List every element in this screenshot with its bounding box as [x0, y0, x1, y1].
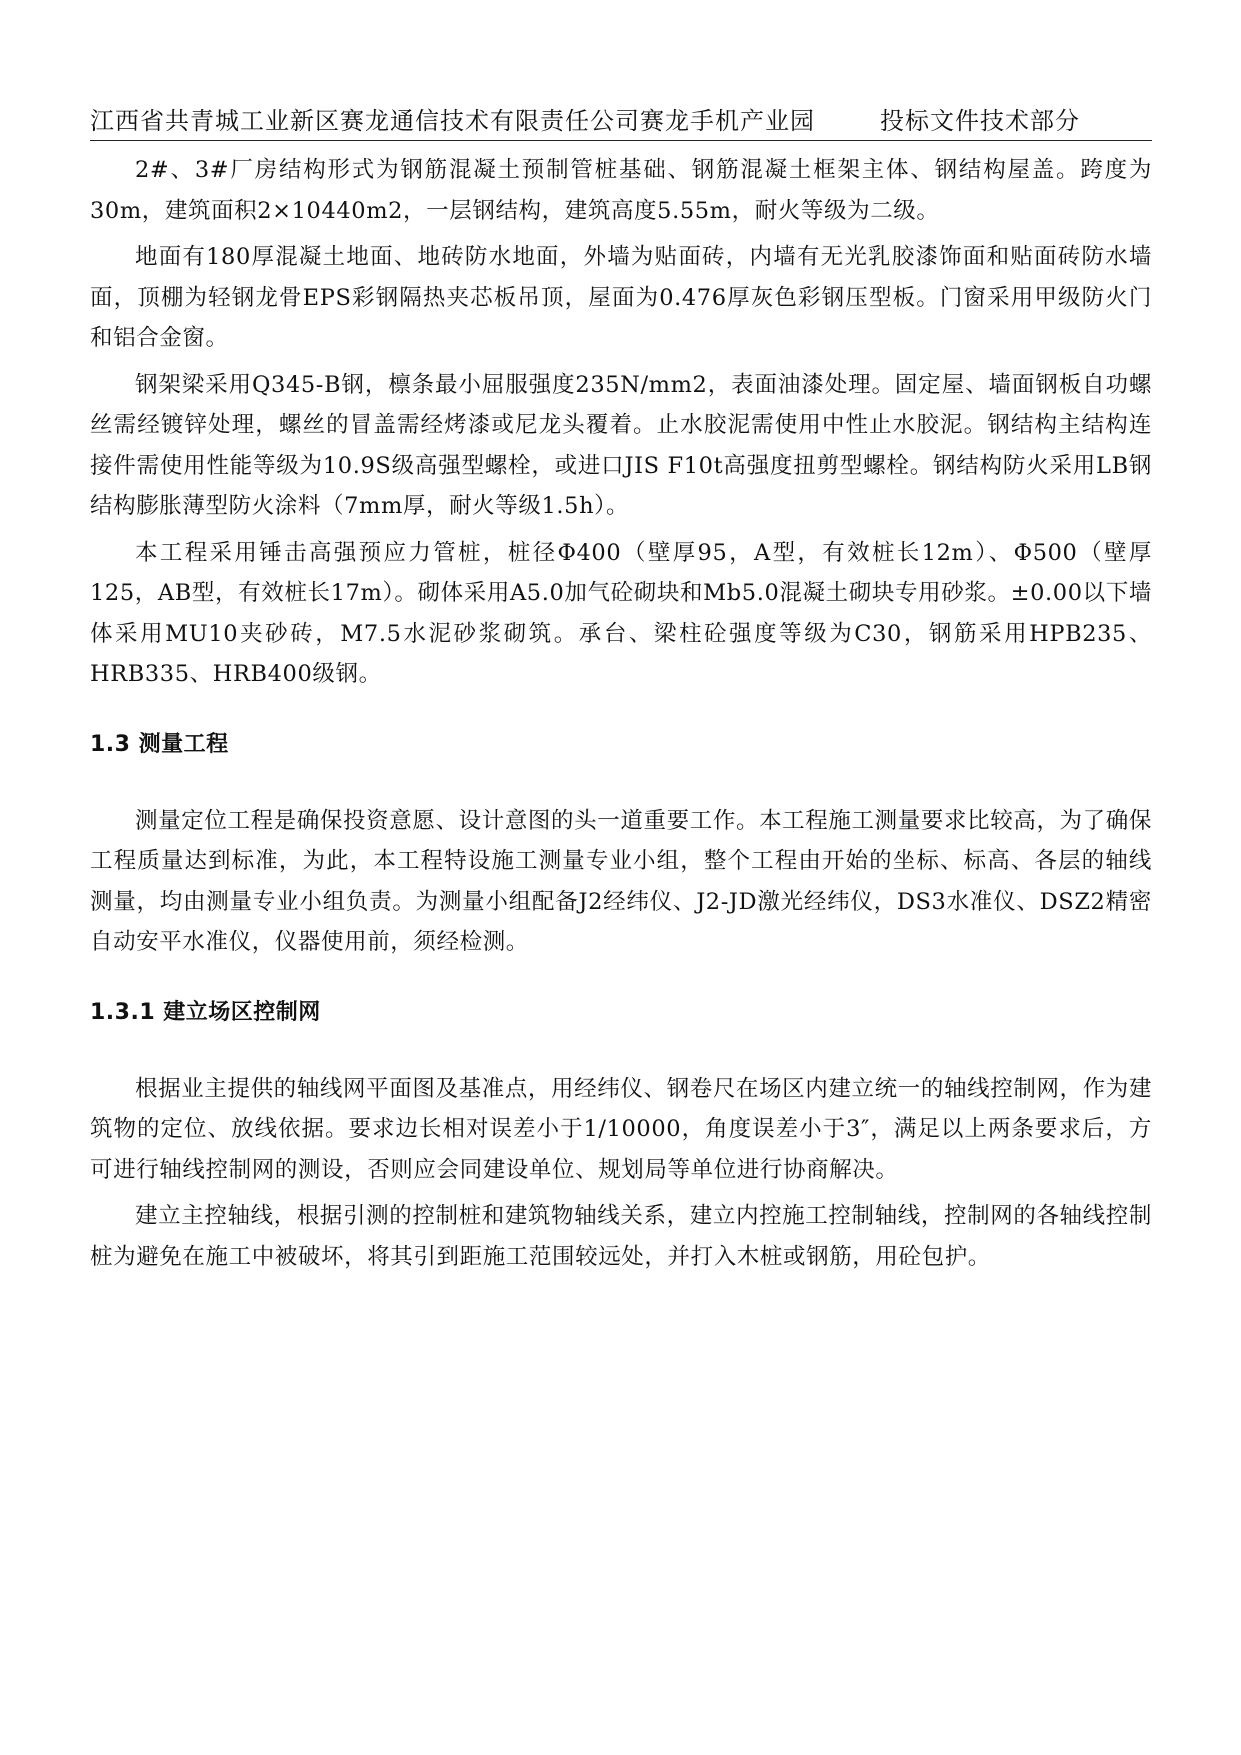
- paragraph-survey: 测量定位工程是确保投资意愿、设计意图的头一道重要工作。本工程施工测量要求比较高，为了确保工程质量达到标准，为此，本工程特设施工测量专业小组，整个工程由开始的坐标、标高、各层的轴线测量，均由测量专业小组负责。为测量小组配备J2经纬仪、J2-JD激光经纬仪，DS3水准仪、DSZ2精密自动安平水准仪，仪器使用前，须经检测。: [90, 807, 1152, 955]
- header-document-section: 投标文件技术部分: [880, 107, 1080, 135]
- document-body: [90, 150, 1152, 1277]
- paragraph-structure: 2#、3#厂房结构形式为钢筋混凝土预制管桩基础、钢筋混凝土框架主体、钢结构屋盖。跨度为30m，建筑面积2×10440m2，一层钢结构，建筑高度5.55m，耐火等级为二级。: [90, 157, 1152, 224]
- paragraph-steel: 钢架梁采用Q345-B钢，檩条最小屈服强度235N/mm2，表面油漆处理。固定屋、墙面钢板自功螺丝需经镀锌处理，螺丝的冒盖需经烤漆或尼龙头覆着。止水胶泥需使用中性止水胶泥。钢结构主结构连接件需使用性能等级为10.9S级高强型螺栓，或进口JIS F10t高强度扭剪型螺栓。钢结构防火采用LB钢结构膨胀薄型防火涂料（7mm厚，耐火等级1.5h）。: [90, 371, 1152, 519]
- page-header: [90, 104, 1152, 141]
- header-project-title: 江西省共青城工业新区赛龙通信技术有限责任公司赛龙手机产业园: [90, 107, 815, 135]
- section-heading-1-3-1: 1.3.1 建立场区控制网: [90, 999, 321, 1025]
- paragraph-piles: 本工程采用锤击高强预应力管桩，桩径Φ400（壁厚95，A型，有效桩长12m）、Φ500（壁厚125，AB型，有效桩长17m）。砌体采用A5.0加气砼砌块和Mb5.0混凝土砌块专用砂浆。±0.00以下墙体采用MU10夹砂砖，M7.5水泥砂浆砌筑。承台、梁柱砼强度等级为C30，钢筋采用HPB235、HRB335、HRB400级钢。: [90, 539, 1152, 687]
- paragraph-finishes: 地面有180厚混凝土地面、地砖防水地面，外墙为贴面砖，内墙有无光乳胶漆饰面和贴面砖防水墙面，顶棚为轻钢龙骨EPS彩钢隔热夹芯板吊顶，屋面为0.476厚灰色彩钢压型板。门窗采用甲级防火门和铝合金窗。: [90, 244, 1152, 351]
- paragraph-main-axis: 建立主控轴线，根据引测的控制桩和建筑物轴线关系，建立内控施工控制轴线，控制网的各轴线控制桩为避免在施工中被破坏，将其引到距施工范围较远处，并打入木桩或钢筋，用砼包护。: [90, 1203, 1152, 1270]
- section-heading-1-3: 1.3 测量工程: [90, 731, 229, 757]
- paragraph-control-network: 根据业主提供的轴线网平面图及基准点，用经纬仪、钢卷尺在场区内建立统一的轴线控制网，作为建筑物的定位、放线依据。要求边长相对误差小于1/10000，角度误差小于3″，满足以上两条要求后，方可进行轴线控制网的测设，否则应会同建设单位、规划局等单位进行协商解决。: [90, 1075, 1152, 1183]
